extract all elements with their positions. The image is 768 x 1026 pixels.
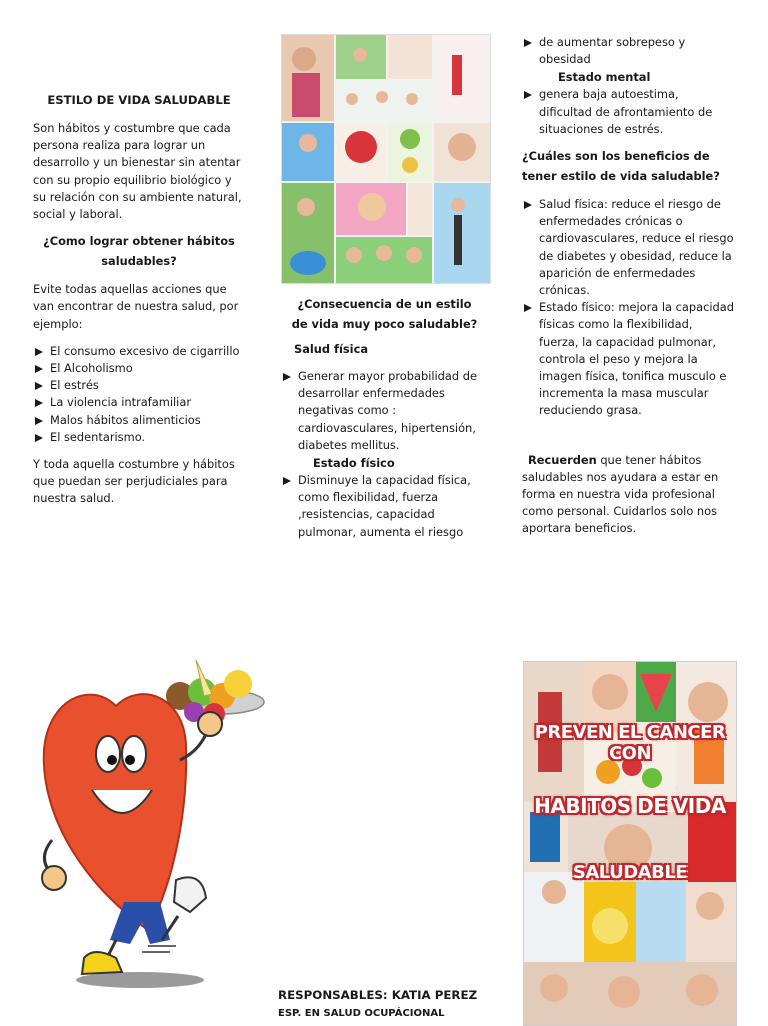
list-item: El consumo excesivo de cigarrillo (33, 343, 245, 360)
avoid-paragraph: Evite todas aquellas acciones que van encontrar de nuestra salud, por ejemplo: (33, 282, 239, 331)
poster-line-3: SALUDABLE (572, 862, 688, 883)
responsables-label: RESPONSABLES: KATIA PEREZ (278, 988, 478, 1002)
remember-paragraph (522, 452, 734, 538)
remember-text: que tener hábitos saludables nos ayudara a estar en forma en nuestra vida profesional como personal. Cuidarlos solo nos aportara beneficios. (522, 452, 719, 536)
poster-line-1: PREVEN EL CANCER CON (534, 722, 726, 764)
how-to-heading: ¿Como lograr obtener hábitos saludables? (43, 234, 235, 269)
bad-habits-list (33, 343, 245, 446)
consequences-heading: ¿Consecuencia de un estilo de vida muy poco saludable? (291, 297, 478, 331)
intro-paragraph: Son hábitos y costumbre que cada persona realiza para lograr un desarrollo y un bienestar sin atentar con su propio equilibrio biológico y su relación con su ambiente natural, social y laboral. (33, 121, 242, 222)
physical-health-subheading: Salud física (294, 342, 369, 356)
list-item: de aumentar sobrepeso y obesidad (522, 34, 734, 68)
physical-state-subheading: Estado físico (313, 456, 395, 471)
heart-mascot-icon (30, 640, 266, 992)
cancer-prevention-poster (523, 661, 737, 1026)
column-2 (281, 294, 488, 541)
physical-health-list (281, 368, 488, 454)
benefits-heading: ¿Cuáles son los beneficios de tener estilo de vida saludable? (522, 149, 720, 184)
main-title: ESTILO DE VIDA SALUDABLE (47, 93, 231, 107)
column-3 (522, 34, 734, 538)
collage-image (282, 35, 490, 283)
list-item: El sedentarismo. (33, 429, 245, 446)
list-item: El Alcoholismo (33, 360, 245, 377)
poster-line-2: HABITOS DE VIDA (534, 794, 726, 818)
column-1 (33, 90, 245, 508)
remember-bold: Recuerden (528, 452, 597, 467)
mental-state-subheading: Estado mental (558, 70, 651, 85)
healthy-lifestyle-photo-collage (281, 34, 491, 284)
heart-mascot-illustration (30, 640, 266, 992)
list-item: Estado físico: mejora la capacidad físicas como la flexibilidad, fuerza, la capacidad pulmonar, controla el peso y mejora la imagen física, tonifica musculo e incrementa la masa muscular reduciendo grasa. (522, 299, 734, 419)
poster-collage-image (524, 662, 736, 1025)
mental-state-list (522, 86, 734, 138)
list-item: El estrés (33, 377, 245, 394)
benefits-list (522, 196, 734, 420)
closing-paragraph: Y toda aquella costumbre y hábitos que puedan ser perjudiciales para nuestra salud. (33, 457, 235, 506)
continuation-list (522, 34, 734, 68)
list-item: genera baja autoestima, dificultad de afrontamiento de situaciones de estrés. (522, 86, 734, 138)
list-item: Generar mayor probabilidad de desarrollar enfermedades negativas como : cardiovasculares, hipertensión, diabetes mellitus. (281, 368, 488, 454)
list-item: La violencia intrafamiliar (33, 394, 245, 411)
list-item: Disminuye la capacidad física, como flexibilidad, fuerza ,resistencias, capacidad pulmonar, aumenta el riesgo (281, 472, 488, 541)
list-item: Malos hábitos alimenticios (33, 412, 245, 429)
list-item: Salud física: reduce el riesgo de enfermedades crónicas o cardiovasculares, reduce el riesgo de diabetes y obesidad, reduce la aparición de enfermedades crónicas. (522, 196, 734, 299)
especialidad-label: ESP. EN SALUD OCUPÁCIONAL (278, 1008, 445, 1019)
physical-state-list (281, 472, 488, 541)
